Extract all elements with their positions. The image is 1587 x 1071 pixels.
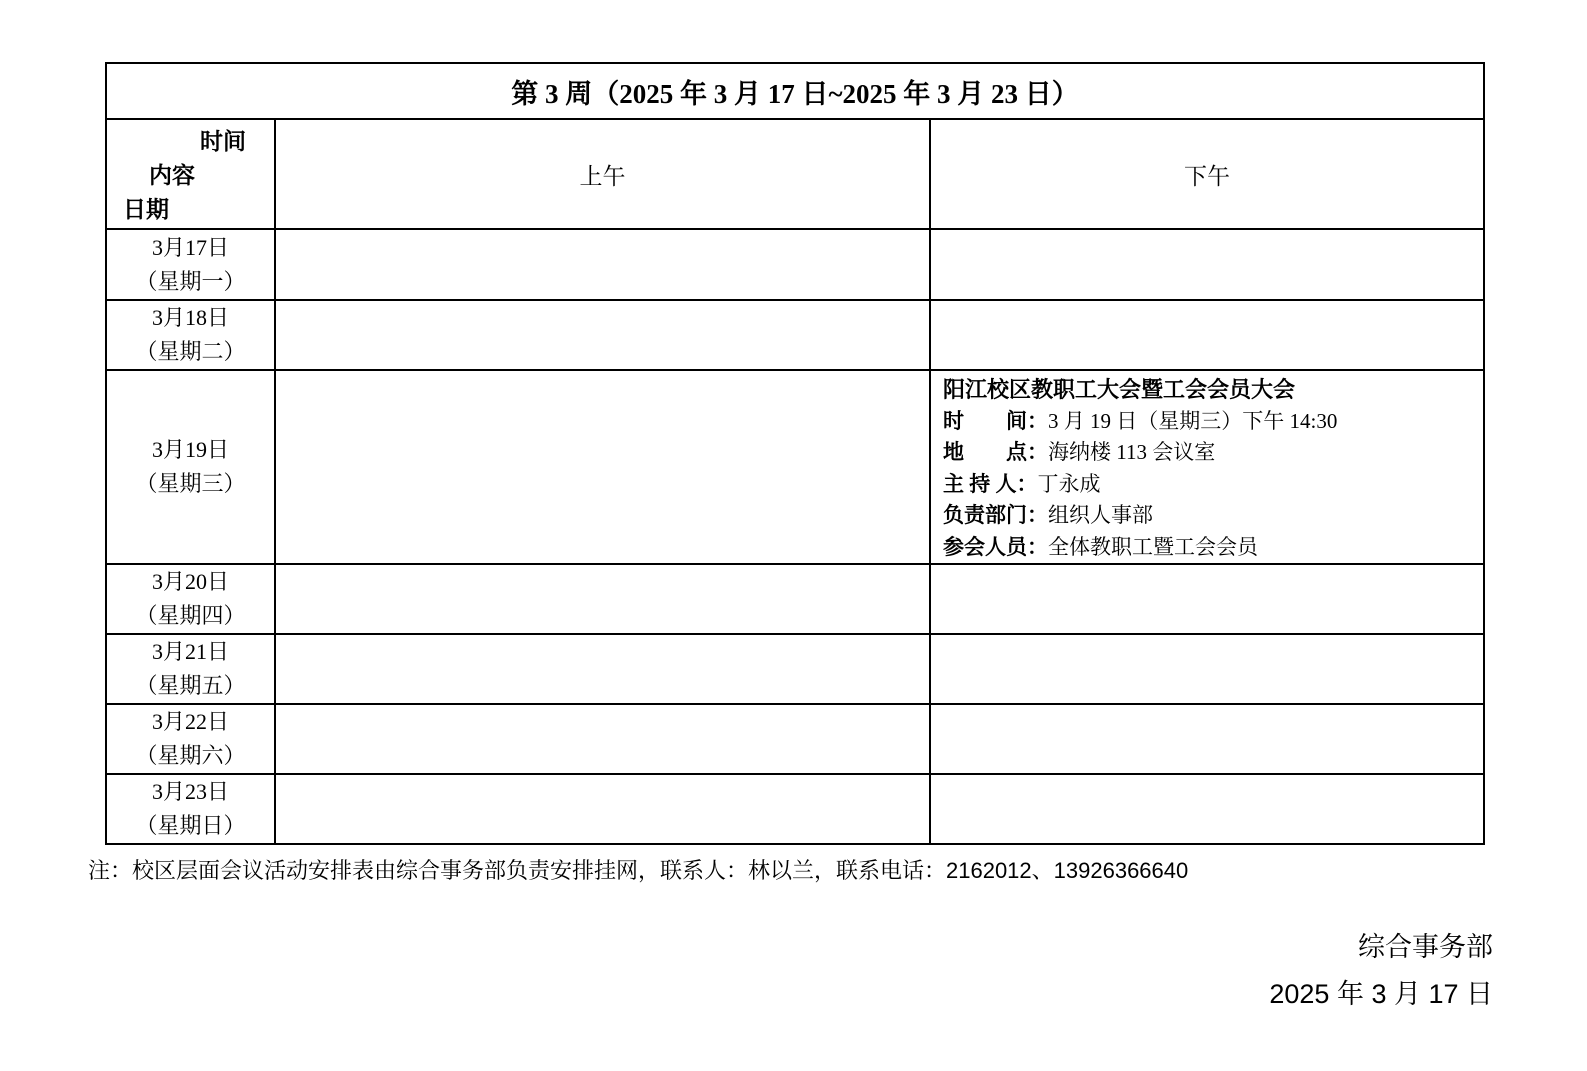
morning-cell [275,704,930,774]
meeting-detail-row [943,532,1475,564]
column-header-morning: 上午 [275,119,930,229]
meeting-detail-row [943,500,1475,532]
signature-date: 2025 年 3 月 17 日 [1269,979,1493,1009]
table-row-mar21 [106,634,1484,704]
date-label: 3月22日 [151,709,229,734]
morning-cell [275,634,930,704]
morning-cell [275,300,930,370]
morning-cell [275,229,930,300]
date-label: 3月23日 [151,779,229,804]
weekday-label: （星期六） [135,743,246,768]
meeting-detail-row [943,469,1475,501]
date-label: 3月17日 [151,234,229,260]
weekday-label: （星期四） [135,603,246,628]
date-label: 3月20日 [151,569,229,594]
detail-label: 参会人员： [943,534,1048,559]
afternoon-cell [930,370,1484,564]
afternoon-cell [930,229,1484,300]
detail-value: 丁永成 [1037,471,1101,496]
meeting-detail-row [943,437,1475,469]
table-row-mar22 [106,704,1484,774]
meeting-detail-row [943,406,1475,438]
date-cell [106,774,275,844]
schedule-table-container [105,62,1485,845]
weekday-label: （星期五） [135,673,246,698]
weekday-label: （星期三） [135,471,246,496]
detail-label: 地 点： [943,440,1048,464]
date-cell [106,564,275,634]
detail-value: 海纳楼 113 会议室 [1048,440,1216,464]
table-row-mar20 [106,564,1484,634]
detail-label: 主 持 人： [943,471,1038,496]
title-row [106,63,1484,119]
weekday-label: （星期一） [135,268,246,294]
detail-label: 负责部门： [943,503,1048,527]
weekday-label: （星期二） [135,339,246,364]
date-cell [106,229,275,300]
weekday-label: （星期日） [135,813,246,838]
date-cell [106,704,275,774]
afternoon-cell [930,774,1484,844]
afternoon-cell [930,704,1484,774]
date-label: 3月18日 [151,305,229,330]
footnote: 注：校区层面会议活动安排表由综合事务部负责安排挂网，联系人：林以兰，联系电话：2162012、13926366640 [88,858,1189,883]
detail-value: 3 月 19 日（星期三）下午 14:30 [1048,408,1338,433]
detail-value: 全体教职工暨工会会员 [1048,534,1258,559]
column-header-afternoon: 下午 [930,119,1484,229]
date-cell [106,300,275,370]
afternoon-cell [930,634,1484,704]
afternoon-cell [930,300,1484,370]
date-label: 3月19日 [151,437,229,462]
corner-header [107,120,274,228]
signature-department: 综合事务部 [1358,932,1493,962]
corner-header-cell [106,119,275,229]
morning-cell [275,564,930,634]
table-row-mar23 [106,774,1484,844]
date-label: 3月21日 [151,639,229,664]
detail-value: 组织人事部 [1048,503,1153,527]
detail-label: 时 间： [943,408,1048,433]
corner-label-time: 时间 [200,128,246,154]
table-row-mar17 [106,229,1484,300]
date-cell [106,370,275,564]
table-row-mar18 [106,300,1484,370]
header-row [106,119,1484,229]
signature-block [1269,924,1493,1018]
corner-label-content: 内容 [149,162,195,188]
meeting-block [931,371,1483,563]
corner-label-date: 日期 [123,196,169,222]
afternoon-cell [930,564,1484,634]
morning-cell [275,774,930,844]
table-row-mar19 [106,370,1484,564]
weekly-schedule-table [105,62,1485,845]
meeting-title: 阳江校区教职工大会暨工会会员大会 [943,377,1296,402]
date-cell [106,634,275,704]
table-title: 第 3 周（2025 年 3 月 17 日~2025 年 3 月 23 日） [106,63,1484,119]
morning-cell [275,370,930,564]
